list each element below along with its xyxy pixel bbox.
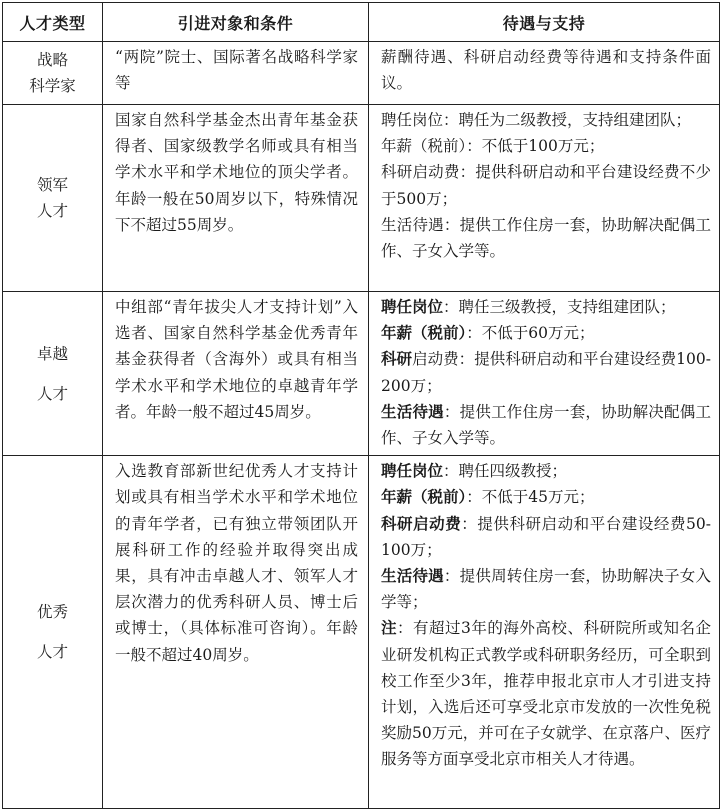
conditions-cell: 中组部“青年拔尖人才支持计划”入选者、国家自然科学基金优秀青年基金获得者（含海外）或具有相当学术水平和学术地位的卓越青年学者。年龄一般不超过45周岁。 [103,292,369,456]
treatment-cell [369,292,720,456]
treatment-item: 生活待遇：提供工作住房一套，协助解决配偶工作、子女入学等。 [381,401,711,448]
talent-type-line: 人才 [36,643,68,662]
header-conditions: 引进对象和条件 [103,3,369,42]
talent-type-line: 优秀 [36,603,68,622]
treatment-cell [369,105,720,292]
treatment-item: 聘任岗位：聘任三级教授，支持组建团队； [381,297,676,316]
treatment-item: 聘任岗位：聘任为二级教授，支持组建团队； [381,111,692,129]
treatment-note: 注：有超过3年的海外高校、科研院所或知名企业研发机构正式教学或科研职务经历，可全职到校工作至少3年，推荐申报北京市人才引进支持计划，入选后还可享受北京市发放的一次性免税奖励50万元，并可在子女就学、在京落户、医疗服务等方面享受北京市相关人才待遇。 [381,618,711,769]
treatment-item: 科研启动费：提供科研启动和平台建设经费50-100万； [381,513,711,559]
talent-table [2,2,720,809]
table-row [3,105,720,292]
talent-type-cell [3,42,103,105]
header-type: 人才类型 [3,3,103,42]
table-row [3,292,720,456]
conditions-cell: 国家自然科学基金杰出青年基金获得者、国家级教学名师或具有相当学术水平和学术地位的顶尖学者。年龄一般在50周岁以下，特殊情况下不超过55周岁。 [103,105,369,292]
talent-type-line: 卓越 [36,344,68,363]
header-treatment: 待遇与支持 [369,3,720,42]
talent-type-line: 人才 [36,202,68,220]
treatment-cell [369,42,720,105]
conditions-cell: “两院”院士、国际著名战略科学家等 [103,42,369,105]
treatment-item: 年薪（税前）：不低于100万元； [381,137,605,156]
header-row [3,3,720,42]
treatment-cell [369,456,720,809]
treatment-item: 生活待遇：提供工作住房一套，协助解决配偶工作、子女入学等。 [381,215,711,261]
treatment-item: 科研启动费：提供科研启动和平台建设经费100-200万； [381,349,711,395]
treatment-item: 生活待遇：提供周转住房一套，协助解决子女入学等； [381,566,711,612]
table-row [3,42,720,105]
treatment-item: 年薪（税前）：不低于45万元； [381,487,595,507]
talent-type-line: 战略 [36,51,68,69]
talent-type-line: 领军 [36,176,68,194]
treatment-item: 聘任岗位：聘任四级教授； [381,461,568,481]
talent-type-line: 科学家 [29,77,76,95]
talent-type-cell [3,105,103,292]
talent-type-cell [3,292,103,456]
conditions-cell: 入选教育部新世纪优秀人才支持计划或具有相当学术水平和学术地位的青年学者，已有独立带领团队开展科研工作的经验并取得突出成果，具有冲击卓越人才、领军人才层次潜力的优秀科研人员、博士后或博士，（具体标准可咨询）。年龄一般不超过40周岁。 [103,456,369,809]
talent-type-cell [3,456,103,809]
talent-type-line: 人才 [36,384,68,403]
treatment-item: 年薪（税前）：不低于60万元； [381,323,595,343]
treatment-item: 科研启动费：提供科研启动和平台建设经费不少于500万； [381,163,711,208]
treatment-item: 薪酬待遇、科研启动经费等待遇和支持条件面议。 [381,48,711,93]
table-row [3,456,720,809]
